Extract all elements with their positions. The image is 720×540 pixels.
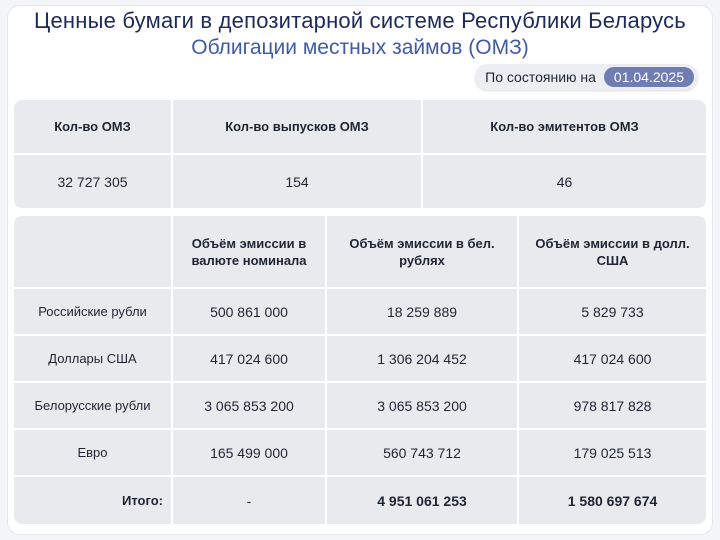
row-label: Белорусские рубли — [14, 382, 172, 429]
total-byn: 4 951 061 253 — [326, 476, 518, 524]
cell-usd: 417 024 600 — [518, 335, 706, 382]
emission-header-corner — [14, 216, 172, 288]
summary-header-issues: Кол-во выпусков ОМЗ — [172, 100, 422, 154]
summary-value-issuers: 46 — [422, 154, 706, 208]
cell-byn: 1 306 204 452 — [326, 335, 518, 382]
total-usd: 1 580 697 674 — [518, 476, 706, 524]
summary-header-issuers: Кол-во эмитентов ОМЗ — [422, 100, 706, 154]
cell-nominal: 165 499 000 — [172, 429, 326, 476]
total-nominal: - — [172, 476, 326, 524]
summary-table — [14, 100, 706, 208]
cell-byn: 560 743 712 — [326, 429, 518, 476]
page-title: Ценные бумаги в депозитарной системе Республики Беларусь — [34, 8, 686, 33]
summary-value-row — [14, 154, 706, 208]
cell-usd: 179 025 513 — [518, 429, 706, 476]
row-label: Евро — [14, 429, 172, 476]
summary-value-issues: 154 — [172, 154, 422, 208]
row-label: Российские рубли — [14, 288, 172, 335]
date-label: По состоянию на — [485, 69, 596, 85]
total-row — [14, 476, 706, 524]
date-indicator — [475, 64, 698, 90]
cell-usd: 5 829 733 — [518, 288, 706, 335]
emission-header-usd: Объём эмиссии в долл. США — [518, 216, 706, 288]
cell-byn: 3 065 853 200 — [326, 382, 518, 429]
table-row — [14, 288, 706, 335]
emission-header-nominal: Объём эмиссии в валюте номинала — [172, 216, 326, 288]
emission-header-byn: Объём эмиссии в бел. рублях — [326, 216, 518, 288]
table-row — [14, 335, 706, 382]
page-subtitle: Облигации местных займов (ОМЗ) — [191, 36, 529, 59]
summary-value-count: 32 727 305 — [14, 154, 172, 208]
total-label: Итого: — [14, 476, 172, 524]
cell-nominal: 3 065 853 200 — [172, 382, 326, 429]
table-row — [14, 429, 706, 476]
cell-usd: 978 817 828 — [518, 382, 706, 429]
cell-nominal: 500 861 000 — [172, 288, 326, 335]
emission-header-row — [14, 216, 706, 288]
cell-nominal: 417 024 600 — [172, 335, 326, 382]
row-label: Доллары США — [14, 335, 172, 382]
emission-table — [14, 216, 706, 524]
summary-header-row — [14, 100, 706, 154]
summary-header-count: Кол-во ОМЗ — [14, 100, 172, 154]
cell-byn: 18 259 889 — [326, 288, 518, 335]
date-badge: 01.04.2025 — [604, 67, 694, 87]
table-row — [14, 382, 706, 429]
